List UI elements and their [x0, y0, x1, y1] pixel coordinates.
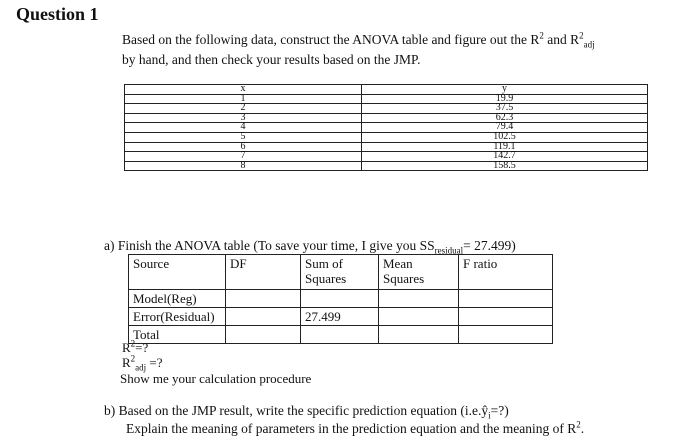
intro-line-1: Based on the following data, construct the ANOVA table and figure out the $R^2$ and $R^2_{adj}$ [122, 30, 595, 50]
part-a-prompt: a) Finish the ANOVA table (To save your time, I give you $SS_{residual}= 27.499$) [104, 238, 516, 256]
anova-total-ms [379, 326, 459, 344]
y-value: 119.1 [362, 142, 648, 152]
r2-question: $R^2=$? [122, 338, 149, 355]
x-value: 4 [125, 123, 362, 133]
y-header: y [362, 85, 648, 95]
r2adj-question: $R^2_{adj}$ =? [122, 353, 163, 373]
anova-total-row [129, 326, 553, 344]
anova-model-row [129, 290, 553, 308]
part-b-prompt [104, 402, 584, 438]
anova-model-f [459, 290, 553, 308]
anova-df-header: DF [226, 255, 301, 290]
x-value: 8 [125, 161, 362, 171]
anova-total-f [459, 326, 553, 344]
intro-line-2: by hand, and then check your results based on the JMP. [122, 52, 421, 67]
anova-error-f [459, 308, 553, 326]
data-table-row [125, 94, 648, 104]
anova-error-label: Error(Residual) [129, 308, 226, 326]
anova-error-ms [379, 308, 459, 326]
anova-ss-header: Sum of Squares [301, 255, 379, 290]
anova-model-df [226, 290, 301, 308]
x-value: 1 [125, 94, 362, 104]
x-header: x [125, 85, 362, 95]
anova-total-ss [301, 326, 379, 344]
anova-model-ss [301, 290, 379, 308]
data-table-row [125, 161, 648, 171]
anova-error-df [226, 308, 301, 326]
y-value: 158.5 [362, 161, 648, 171]
anova-ms-header: Mean Squares [379, 255, 459, 290]
y-value: 37.5 [362, 104, 648, 114]
y-value: 102.5 [362, 132, 648, 142]
y-value: 62.3 [362, 113, 648, 123]
x-value: 3 [125, 113, 362, 123]
data-table-row [125, 152, 648, 162]
y-value: 142.7 [362, 152, 648, 162]
data-table-row [125, 113, 648, 123]
question-intro [122, 30, 662, 70]
anova-source-header: Source [129, 255, 226, 290]
question-title: Question 1 [16, 4, 99, 24]
x-value: 2 [125, 104, 362, 114]
data-table-row [125, 132, 648, 142]
y-value: 79.4 [362, 123, 648, 133]
anova-model-label: Model(Reg) [129, 290, 226, 308]
anova-total-df [226, 326, 301, 344]
show-procedure-text: Show me your calculation procedure [120, 371, 312, 386]
anova-model-ms [379, 290, 459, 308]
anova-table [128, 254, 553, 344]
x-value: 7 [125, 152, 362, 162]
data-table-row [125, 142, 648, 152]
x-value: 5 [125, 132, 362, 142]
y-value: 19.9 [362, 94, 648, 104]
data-table [124, 84, 648, 171]
part-b-line-1: b) Based on the JMP result, write the specific prediction equation $(i.e.ŷ_i=?)$ [104, 403, 509, 421]
part-b-line-2: Explain the meaning of parameters in the prediction equation and the meaning of $R^2$. [126, 419, 585, 436]
anova-total-label: Total [129, 326, 226, 344]
anova-f-header: F ratio [459, 255, 553, 290]
data-table-row [125, 123, 648, 133]
anova-header-row [129, 255, 553, 290]
anova-error-ss: 27.499 [301, 308, 379, 326]
data-table-row [125, 104, 648, 114]
x-value: 6 [125, 142, 362, 152]
data-table-header [125, 85, 648, 95]
anova-error-row [129, 308, 553, 326]
